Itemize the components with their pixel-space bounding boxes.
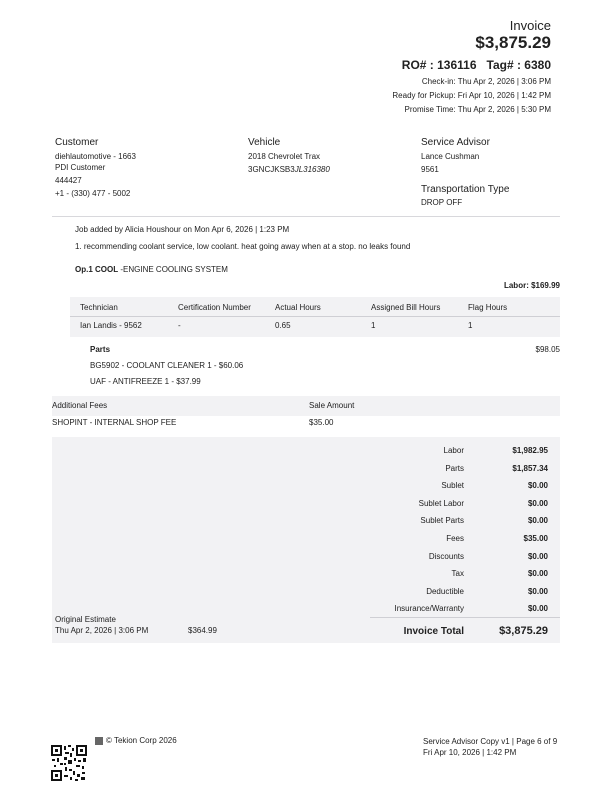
- copy-info: Service Advisor Copy v1 | Page 6 of 9: [423, 737, 558, 746]
- job-labor: Labor: $169.99: [503, 281, 560, 290]
- customer-type: PDI Customer: [55, 163, 106, 172]
- totals-label: Sublet Labor: [418, 498, 464, 508]
- parts-total: $98.05: [535, 345, 560, 354]
- op-description: -ENGINE COOLING SYSTEM: [120, 265, 228, 274]
- cell-technician: Ian Landis - 9562: [80, 321, 142, 330]
- invoice-label: Invoice: [509, 18, 551, 33]
- totals-label: Tax: [451, 569, 464, 579]
- totals-value: $35.00: [523, 534, 548, 543]
- job-note: 1. recommending coolant service, low coolant. heat going away when at a stop. no leaks found: [75, 242, 411, 251]
- customer-number: 444427: [55, 176, 82, 185]
- estimate-date: Thu Apr 2, 2026 | 3:06 PM: [55, 626, 149, 635]
- col-assigned-hours: Assigned Bill Hours: [371, 303, 441, 312]
- totals-value: $1,857.34: [512, 463, 548, 473]
- vin-suffix: JL316380: [294, 165, 330, 174]
- ready-pickup-time: Ready for Pickup: Fri Apr 10, 2026 | 1:42 PM: [392, 91, 551, 100]
- totals-value: $0.00: [527, 498, 548, 508]
- totals-label: Fees: [446, 534, 464, 543]
- invoice-total-label: Invoice Total: [403, 626, 464, 637]
- totals-label: Deductible: [426, 586, 464, 596]
- tag-number: Tag# : 6380: [486, 58, 551, 72]
- job-added-line: Job added by Alicia Houshour on Mon Apr 6, 2026 | 1:23 PM: [75, 225, 290, 234]
- transport-heading: Transportation Type: [421, 184, 510, 195]
- ro-number: RO# : 136116: [401, 58, 477, 72]
- check-in-time: Check-in: Thu Apr 2, 2026 | 3:06 PM: [421, 77, 551, 86]
- op-code: Op.1 COOL: [75, 265, 119, 274]
- totals-value: $0.00: [527, 481, 548, 491]
- totals-value: $1,982.95: [512, 446, 548, 455]
- col-technician: Technician: [80, 303, 118, 312]
- customer-name: diehlautomotive - 1663: [55, 152, 136, 161]
- estimate-heading: Original Estimate: [55, 615, 116, 624]
- qr-code-icon: [50, 744, 88, 782]
- cell-flag-hours: 1: [468, 321, 473, 330]
- sale-amount-heading: Sale Amount: [309, 401, 355, 410]
- invoice-total-header: $3,875.29: [475, 33, 551, 52]
- fees-header-bar: [52, 396, 560, 416]
- vin-prefix: 3GNCJKSB3: [248, 165, 295, 174]
- cell-assigned-hours: 1: [371, 321, 376, 330]
- vehicle-heading: Vehicle: [248, 137, 281, 148]
- fees-heading: Additional Fees: [52, 401, 108, 410]
- invoice-total-value: $3,875.29: [499, 625, 548, 637]
- totals-label: Sublet Parts: [420, 516, 464, 526]
- op-line: [75, 265, 228, 274]
- fee-amount: $35.00: [309, 418, 334, 427]
- part-item: BG5902 - COOLANT CLEANER 1 - $60.06: [90, 361, 244, 370]
- transport-type: DROP OFF: [421, 198, 463, 207]
- fee-item: SHOPINT - INTERNAL SHOP FEE: [52, 418, 177, 427]
- totals-label: Insurance/Warranty: [394, 604, 464, 614]
- col-flag-hours: Flag Hours: [468, 303, 508, 312]
- col-certification: Certification Number: [178, 303, 251, 312]
- promise-time: Promise Time: Thu Apr 2, 2026 | 5:30 PM: [404, 105, 551, 114]
- printed-date: Fri Apr 10, 2026 | 1:42 PM: [423, 748, 517, 757]
- parts-heading: Parts: [90, 345, 111, 354]
- cell-certification: -: [178, 321, 181, 330]
- totals-label: Sublet: [441, 481, 464, 491]
- col-actual-hours: Actual Hours: [275, 303, 321, 312]
- copyright: © Tekion Corp 2026: [106, 736, 177, 745]
- totals-label: Discounts: [428, 551, 464, 561]
- customer-phone: +1 - (330) 477 - 5002: [55, 189, 131, 198]
- advisor-heading: Service Advisor: [421, 137, 490, 148]
- totals-value: $0.00: [527, 551, 548, 561]
- vehicle-model: 2018 Chevrolet Trax: [248, 152, 321, 161]
- totals-value: $0.00: [527, 569, 548, 579]
- totals-label: Labor: [443, 446, 464, 455]
- totals-value: $0.00: [527, 604, 548, 614]
- totals-label: Parts: [445, 463, 464, 473]
- estimate-amount: $364.99: [188, 626, 217, 635]
- totals-value: $0.00: [527, 516, 548, 526]
- part-item: UAF - ANTIFREEZE 1 - $37.99: [90, 377, 201, 386]
- advisor-id: 9561: [421, 165, 439, 174]
- ro-tag-line: [402, 58, 551, 72]
- vehicle-vin: [248, 165, 330, 174]
- totals-value: $0.00: [527, 586, 548, 596]
- totals-panel: [52, 437, 560, 643]
- advisor-name: Lance Cushman: [421, 152, 480, 161]
- tekion-logo-icon: [95, 737, 103, 745]
- customer-heading: Customer: [55, 137, 99, 148]
- cell-actual-hours: 0.65: [275, 321, 291, 330]
